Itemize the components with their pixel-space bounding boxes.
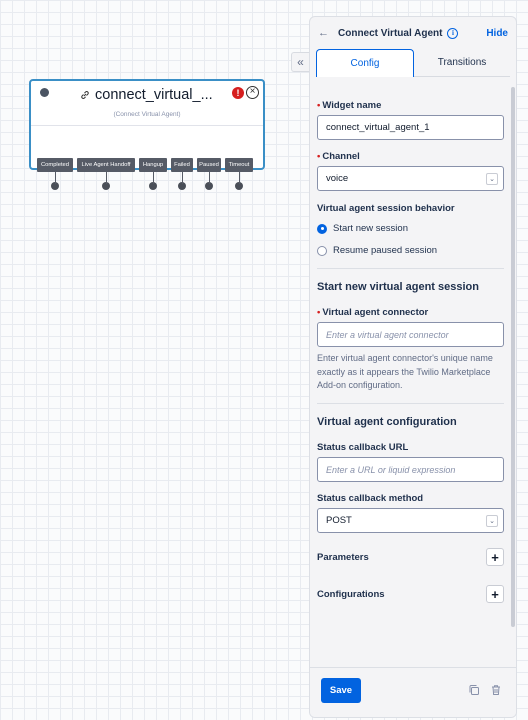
connector-field xyxy=(317,307,504,340)
transition-paused[interactable]: Paused xyxy=(197,158,221,172)
section-divider xyxy=(317,268,504,269)
trash-icon[interactable] xyxy=(490,684,502,696)
panel-title: Connect Virtual Agent xyxy=(338,27,443,39)
widget-divider xyxy=(31,125,263,126)
add-parameter-button[interactable] xyxy=(486,548,504,566)
info-icon[interactable]: i xyxy=(447,28,458,39)
input-connector-dot[interactable] xyxy=(40,88,49,97)
widget-name-field xyxy=(317,100,504,133)
transition-knob[interactable] xyxy=(51,182,59,190)
parameters-label: Parameters xyxy=(317,551,369,563)
callback-method-field xyxy=(317,493,504,526)
section-divider xyxy=(317,403,504,404)
config-panel xyxy=(309,16,517,718)
session-behavior-label: Virtual agent session behavior xyxy=(317,203,455,214)
callback-method-label: Status callback method xyxy=(317,493,424,504)
transition-knob[interactable] xyxy=(235,182,243,190)
parameters-row xyxy=(317,548,504,566)
panel-scrollbar[interactable] xyxy=(511,87,515,627)
save-button[interactable]: Save xyxy=(321,678,361,703)
double-chevron-left-icon: « xyxy=(297,55,304,69)
connector-input[interactable]: Enter a virtual agent connector xyxy=(317,322,504,347)
transition-knob[interactable] xyxy=(102,182,110,190)
channel-select-value: voice xyxy=(326,173,349,184)
close-icon[interactable]: × xyxy=(246,86,259,99)
chevron-down-icon: ⌄ xyxy=(486,173,498,185)
config-section-title: Virtual agent configuration xyxy=(317,416,457,428)
channel-label: • Channel xyxy=(317,151,360,162)
callback-method-select[interactable] xyxy=(317,508,504,533)
callback-url-field xyxy=(317,442,504,475)
transition-hangup[interactable]: Hangup xyxy=(139,158,167,172)
widget-title xyxy=(79,87,213,103)
radio-button[interactable] xyxy=(317,246,327,256)
hide-panel-link[interactable]: Hide xyxy=(486,27,508,39)
widget-name-input[interactable]: connect_virtual_agent_1 xyxy=(317,115,504,140)
transition-bar xyxy=(37,158,267,192)
error-icon: ! xyxy=(232,87,244,99)
widget-title-text: connect_virtual_... xyxy=(95,87,213,103)
copy-icon[interactable] xyxy=(468,684,480,696)
configurations-row xyxy=(317,585,504,603)
widget-name-label: • Widget name xyxy=(317,100,382,111)
tab-config[interactable]: Config xyxy=(316,49,414,77)
channel-field xyxy=(317,151,504,184)
panel-header xyxy=(310,17,516,49)
callback-url-input[interactable]: Enter a URL or liquid expression xyxy=(317,457,504,482)
transition-completed[interactable]: Completed xyxy=(37,158,73,172)
tab-transitions[interactable]: Transitions xyxy=(437,57,487,68)
panel-tabs xyxy=(316,49,510,77)
transition-timeout[interactable]: Timeout xyxy=(225,158,253,172)
panel-footer xyxy=(310,667,516,717)
plus-icon: + xyxy=(491,586,499,602)
widget-subtitle: (Connect Virtual Agent) xyxy=(113,111,181,118)
connector-help-text: Enter virtual agent connector's unique name exactly as it appears the Twilio Marketplace Add-on configuration. xyxy=(317,353,493,390)
transition-knob[interactable] xyxy=(205,182,213,190)
flow-widget[interactable] xyxy=(29,79,265,170)
radio-resume-paused-session[interactable]: Resume paused session xyxy=(317,245,437,256)
channel-select[interactable] xyxy=(317,166,504,191)
callback-method-value: POST xyxy=(326,515,352,526)
start-session-section-title: Start new virtual agent session xyxy=(317,281,479,293)
session-behavior-field xyxy=(317,203,504,214)
radio-button-checked[interactable] xyxy=(317,224,327,234)
transition-knob[interactable] xyxy=(149,182,157,190)
transition-failed[interactable]: Failed xyxy=(171,158,193,172)
transition-live-agent-handoff[interactable]: Live Agent Handoff xyxy=(77,158,135,172)
add-configuration-button[interactable] xyxy=(486,585,504,603)
back-arrow-icon[interactable]: ← xyxy=(318,27,329,39)
chevron-down-icon: ⌄ xyxy=(486,515,498,527)
link-icon xyxy=(79,89,91,101)
collapse-panel-button[interactable] xyxy=(291,52,309,72)
callback-url-label: Status callback URL xyxy=(317,442,409,453)
radio-start-new-session[interactable]: Start new session xyxy=(317,223,408,234)
plus-icon: + xyxy=(491,549,499,565)
connector-label: • Virtual agent connector xyxy=(317,307,429,318)
configurations-label: Configurations xyxy=(317,588,385,600)
transition-knob[interactable] xyxy=(178,182,186,190)
